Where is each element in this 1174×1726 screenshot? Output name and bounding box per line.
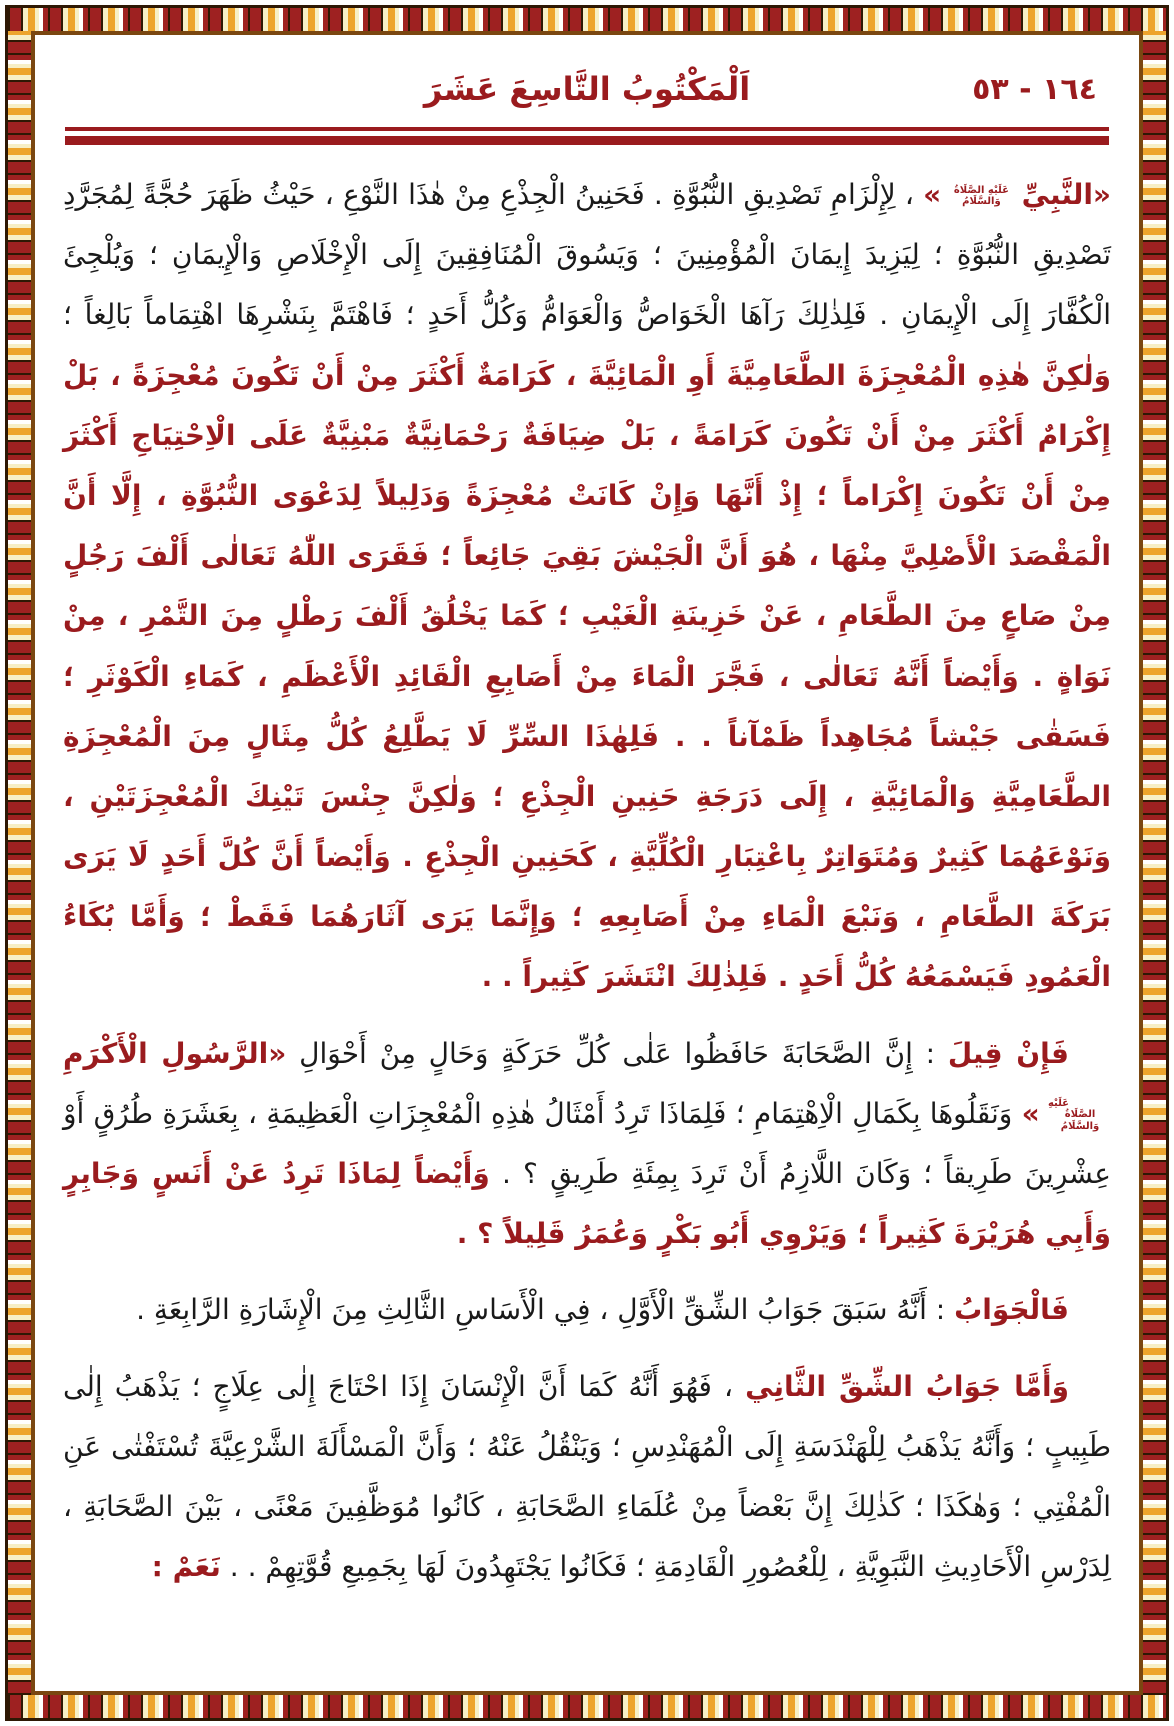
page-content <box>35 35 1139 1691</box>
question-lead: فَإِنْ قِيلَ <box>947 1036 1070 1070</box>
answer-first-black-run: : أَنَّهُ سَبَقَ جَوَابُ الشِّقِّ الْأَوَّلِ ، فِي الْأَسَاسِ الثَّالِثِ مِنَ الْإِشَارَةِ الرَّابِعَةِ . <box>136 1293 946 1327</box>
answer-second-black-run: ، فَهُوَ أَنَّهُ كَمَا أَنَّ الْإِنْسَانَ إِذَا احْتَاجَ إِلٰى عِلَاجٍ ؛ يَذْهَبُ إِلٰى طَبِيبٍ ؛ وَأَنَّهُ يَذْهَبُ لِلْهَنْدَسَةِ إِلَى الْمُهَنْدِسِ ؛ وَيَنْقُلُ عَنْهُ ؛ وَأَنَّ الْمَسْأَلَةَ الشَّرْعِيَّةَ تُسْتَفْتٰى عَنِ الْمُفْتِي ؛ وَهٰكَذَا ؛ كَذٰلِكَ إِنَّ بَعْضاً مِنْ عُلَمَاءِ الصَّحَابَةِ ، كَانُوا مُوَظَّفِينَ مَعْنًى ، بَيْنَ الصَّحَابَةِ ، لِدَرْسِ الْأَحَادِيثِ النَّبَوِيَّةِ ، لِلْعُصُورِ الْقَادِمَةِ ؛ فَكَانُوا يَجْتَهِدُونَ لَهَا بِجَمِيعِ قُوَّتِهِمْ . . <box>63 1369 1111 1584</box>
quote-messenger-close: » <box>1021 1096 1040 1130</box>
paragraph-answer-second <box>63 1357 1111 1598</box>
question-black-run-1: : إِنَّ الصَّحَابَةَ حَافَظُوا عَلٰى كُلِّ حَرَكَةٍ وَحَالٍ مِنْ أَحْوَالِ <box>299 1036 936 1070</box>
page-header <box>63 61 1111 117</box>
salawat-ligature-icon: عَلَيْهِ الصَّلَاةُ وَالسَّلَامُ <box>953 184 1009 207</box>
salawat-ligature-icon: عَلَيْهِ الصَّلَاةُ وَالسَّلَامُ <box>1047 1097 1100 1132</box>
question-black-run-2: وَنَقَلُوهَا بِكَمَالِ الْاِهْتِمَامِ ؛ فَلِمَاذَا تَرِدُ أَمْثَالُ هٰذِهِ الْمُعْجِزَاتِ الْعَظِيمَةِ ، بِعَشَرَةِ طُرُقٍ أَوْ عِشْرِينَ طَرِيقاً ؛ وَكَانَ اللَّازِمُ أَنْ تَرِدَ بِمِئَةِ طَرِيقٍ ؟ . <box>63 1096 1111 1190</box>
paragraph-question <box>63 1024 1111 1265</box>
paragraph-intro <box>63 165 1111 1008</box>
page-title: اَلْمَكْتُوبُ التَّاسِعَ عَشَرَ <box>423 70 751 108</box>
question-red-run: وَأَيْضاً لِمَاذَا تَرِدُ عَنْ أَنَسٍ وَجَابِرٍ وَأَبِي هُرَيْرَةَ كَثِيراً ؛ وَيَرْوِي أَبُو بَكْرٍ وَعُمَرُ قَلِيلاً ؟ . <box>63 1157 1111 1251</box>
intro-black-run: ، لِإِلْزَامِ تَصْدِيقِ النُّبُوَّةِ . فَحَنِينُ الْجِذْعِ مِنْ هٰذَا النَّوْعِ ، حَيْثُ ظَهَرَ حُجَّةً لِمُجَرَّدِ تَصْدِيقِ النُّبُوَّةِ ؛ لِيَزِيدَ إِيمَانَ الْمُؤْمِنِينَ ؛ وَيَسُوقَ الْمُنَافِقِينَ إِلَى الْإِخْلَاصِ وَالْإِيمَانِ ؛ وَيُلْجِئَ الْكُفَّارَ إِلَى الْإِيمَانِ . فَلِذٰلِكَ رَآهَا الْخَوَاصُّ وَالْعَوَامُّ وَكُلُّ أَحَدٍ ؛ فَاهْتَمَّ بِنَشْرِهَا اهْتِمَاماً بَالِغاً ؛ <box>63 178 1111 332</box>
intro-red-run: وَلٰكِنَّ هٰذِهِ الْمُعْجِزَةَ الطَّعَامِيَّةَ أَوِ الْمَائِيَّةَ ، كَرَامَةٌ أَكْثَرَ مِنْ أَنْ تَكُونَ مُعْجِزَةً ، بَلْ إِكْرَامٌ أَكْثَرَ مِنْ أَنْ تَكُونَ كَرَامَةً ، بَلْ ضِيَافَةٌ رَحْمَانِيَّةٌ مَبْنِيَّةٌ عَلَى الْاِحْتِيَاجِ أَكْثَرَ مِنْ أَنْ تَكُونَ إِكْرَاماً ؛ إِذْ أَنَّهَا وَإِنْ كَانَتْ مُعْجِزَةً وَدَلِيلاً لِدَعْوَى النُّبُوَّةِ ، إِلَّا أَنَّ الْمَقْصَدَ الْأَصْلِيَّ مِنْهَا ، هُوَ أَنَّ الْجَيْشَ بَقِيَ جَائِعاً ؛ فَقَرَى اللّٰهُ تَعَالٰى أَلْفَ رَجُلٍ مِنْ صَاعٍ مِنَ الطَّعَامِ ، عَنْ خَزِينَةِ الْغَيْبِ ؛ كَمَا يَخْلُقُ أَلْفَ رَطْلٍ مِنَ التَّمْرِ ، مِنْ نَوَاةٍ . وَأَيْضاً أَنَّهُ تَعَالٰى ، فَجَّرَ الْمَاءَ مِنْ أَصَابِعِ الْقَائِدِ الْأَعْظَمِ ، كَمَاءِ الْكَوْثَرِ ؛ فَسَقٰى جَيْشاً مُجَاهِداً ظَمْآناً . . فَلِهٰذَا السِّرِّ لَا يَطَّلِعُ كُلُّ مِثَالٍ مِنَ الْمُعْجِزَةِ الطَّعَامِيَّةِ وَالْمَائِيَّةِ ، إِلَى دَرَجَةِ حَنِينِ الْجِذْعِ ؛ وَلٰكِنَّ جِنْسَ تَيْنِكَ الْمُعْجِزَتَيْنِ ، وَنَوْعَهُمَا كَثِيرٌ وَمُتَوَاتِرٌ بِاعْتِبَارِ الْكُلِّيَّةِ ، كَحَنِينِ الْجِذْعِ . وَأَيْضاً أَنَّ كُلَّ أَحَدٍ لَا يَرَى بَرَكَةَ الطَّعَامِ ، وَنَبْعَ الْمَاءِ مِنْ أَصَابِعِهِ ؛ وَإِنَّمَا يَرَى آثَارَهُمَا فَقَطْ ؛ وَأَمَّا بُكَاءُ الْعَمُودِ فَيَسْمَعُهُ كُلُّ أَحَدٍ . فَلِذٰلِكَ انْتَشَرَ كَثِيراً . . <box>63 358 1111 994</box>
answer-first-lead: فَالْجَوَابُ <box>954 1293 1069 1327</box>
border-chain-left <box>8 31 31 1695</box>
quote-messenger-open: «الرَّسُولِ الْأَكْرَمِ <box>63 1036 287 1070</box>
page-number: ١٦٤ - ٥٣ <box>972 71 1097 107</box>
border-chain-top <box>8 8 1166 31</box>
border-chain-right <box>1143 31 1166 1695</box>
quote-prophet-close: » <box>923 178 942 211</box>
paragraph-answer-first <box>63 1280 1111 1340</box>
quote-prophet-open: «النَّبِيِّ <box>1021 178 1112 211</box>
answer-second-red-tail: نَعَمْ : <box>151 1550 221 1584</box>
border-chain-bottom <box>8 1695 1166 1718</box>
header-double-rule <box>65 127 1109 145</box>
body-text <box>63 165 1111 1597</box>
answer-second-lead: وَأَمَّا جَوَابُ الشِّقِّ الثَّانِي <box>745 1369 1069 1403</box>
